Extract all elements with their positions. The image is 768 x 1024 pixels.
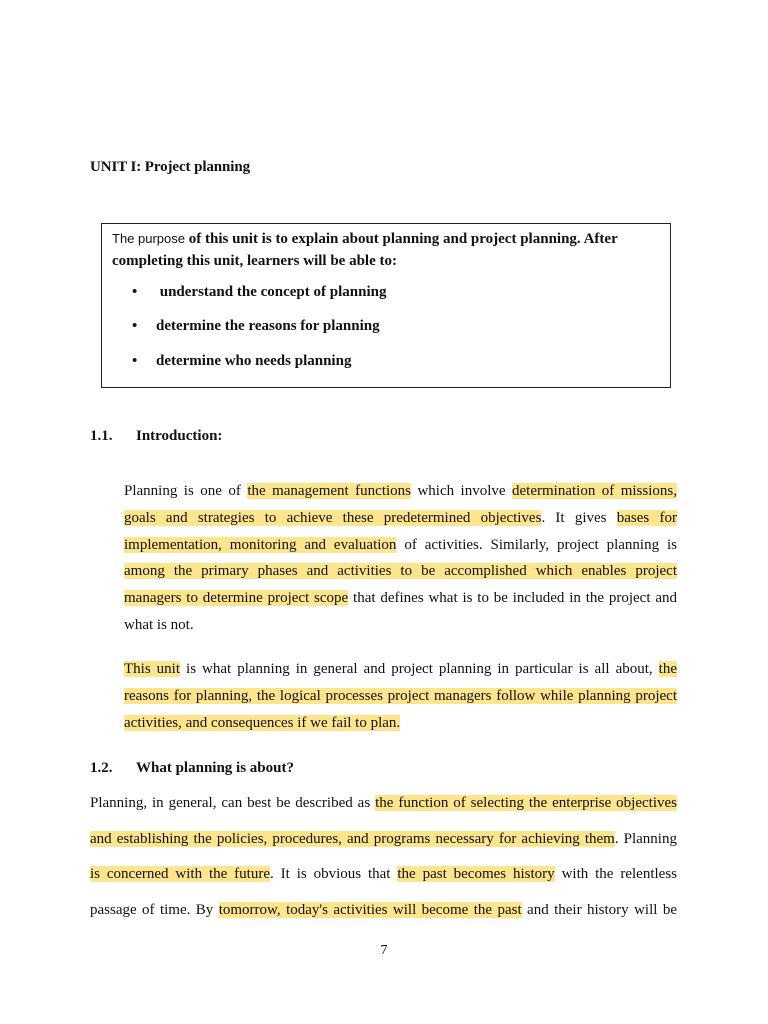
text-run: is what planning in general and project planning in particular is all about,: [180, 661, 659, 677]
introduction-paragraph-1: [124, 478, 677, 639]
highlighted-text: the management functions: [247, 483, 411, 499]
text-line: [90, 893, 677, 929]
highlighted-text: tomorrow, today's activities will become the past: [218, 902, 522, 919]
text-run: . Planning: [614, 830, 677, 847]
highlighted-text: goals and strategies to achieve these predetermined objectives: [124, 509, 542, 526]
text-run: what is not.: [124, 616, 194, 633]
objectives-intro-lead: The purpose: [112, 231, 185, 246]
highlighted-text: implementation, monitoring and evaluation: [124, 536, 397, 553]
highlighted-text: among the primary phases and activities to be accomplished which enables project: [124, 563, 677, 580]
objective-item: [132, 284, 386, 301]
section-heading-what-planning-is-about: [90, 760, 294, 777]
text-line: [90, 857, 677, 893]
section-title: Introduction:: [136, 428, 223, 444]
text-line: [124, 558, 677, 585]
section-title: What planning is about?: [136, 760, 294, 776]
bullet-icon: •: [132, 318, 138, 334]
page-number: 7: [380, 943, 388, 958]
objectives-box: [101, 223, 671, 388]
text-run: of activities. Similarly, project planning is: [396, 536, 677, 553]
text-line: [90, 822, 677, 858]
planning-about-paragraph: [90, 786, 677, 929]
text-run: with the relentless: [554, 866, 677, 883]
highlighted-text: activities, and consequences if we fail to plan.: [124, 714, 401, 731]
text-line: [124, 585, 677, 612]
objective-item: [132, 318, 380, 335]
objectives-intro: [112, 228, 662, 272]
text-run: that defines what is to be included in the project and: [348, 590, 677, 607]
text-line: [90, 786, 677, 822]
text-run: and their history will be: [521, 902, 677, 919]
text-run: Planning, in general, can best be described as: [90, 795, 376, 811]
unit-title: UNIT I: Project planning: [90, 159, 250, 175]
introduction-paragraph-2: [124, 656, 677, 736]
text-run: Planning is one of: [124, 483, 248, 499]
highlighted-text: managers to determine project scope: [124, 590, 349, 607]
text-run: . It is obvious that: [270, 866, 398, 883]
highlighted-text: the past becomes history: [397, 866, 555, 883]
objective-text: determine who needs planning: [156, 353, 352, 369]
bullet-icon: •: [132, 353, 138, 369]
text-line: [124, 612, 677, 639]
highlighted-text: and establishing the policies, procedures, and programs necessary for achieving them: [90, 830, 615, 847]
highlighted-text: reasons for planning, the logical processes project managers follow while planning project: [124, 687, 677, 704]
highlighted-text: determination of missions,: [512, 483, 677, 499]
highlighted-text: the: [658, 661, 677, 677]
bullet-icon: •: [132, 284, 138, 300]
text-run: . It gives: [541, 509, 617, 526]
objectives-intro-rest: of this unit is to explain about planning and project planning. After completing this unit, learners will be able to:: [112, 231, 618, 269]
text-line: [124, 532, 677, 559]
highlighted-text: the function of selecting the enterprise objectives: [375, 795, 677, 811]
objective-item: [132, 353, 351, 370]
text-line: [124, 710, 677, 737]
section-number: 1.2.: [90, 760, 113, 776]
highlighted-text: This unit: [124, 661, 181, 677]
objective-text: determine the reasons for planning: [156, 318, 380, 334]
section-number: 1.1.: [90, 428, 113, 444]
text-line: [124, 505, 677, 532]
highlighted-text: bases for: [616, 509, 677, 526]
text-run: which involve: [411, 483, 513, 499]
text-line: [124, 683, 677, 710]
text-line: [124, 656, 677, 683]
text-line: [124, 478, 677, 505]
text-run: passage of time. By: [90, 902, 219, 919]
highlighted-text: is concerned with the future: [90, 866, 270, 883]
section-heading-introduction: [90, 428, 222, 445]
objective-text: understand the concept of planning: [156, 284, 387, 300]
